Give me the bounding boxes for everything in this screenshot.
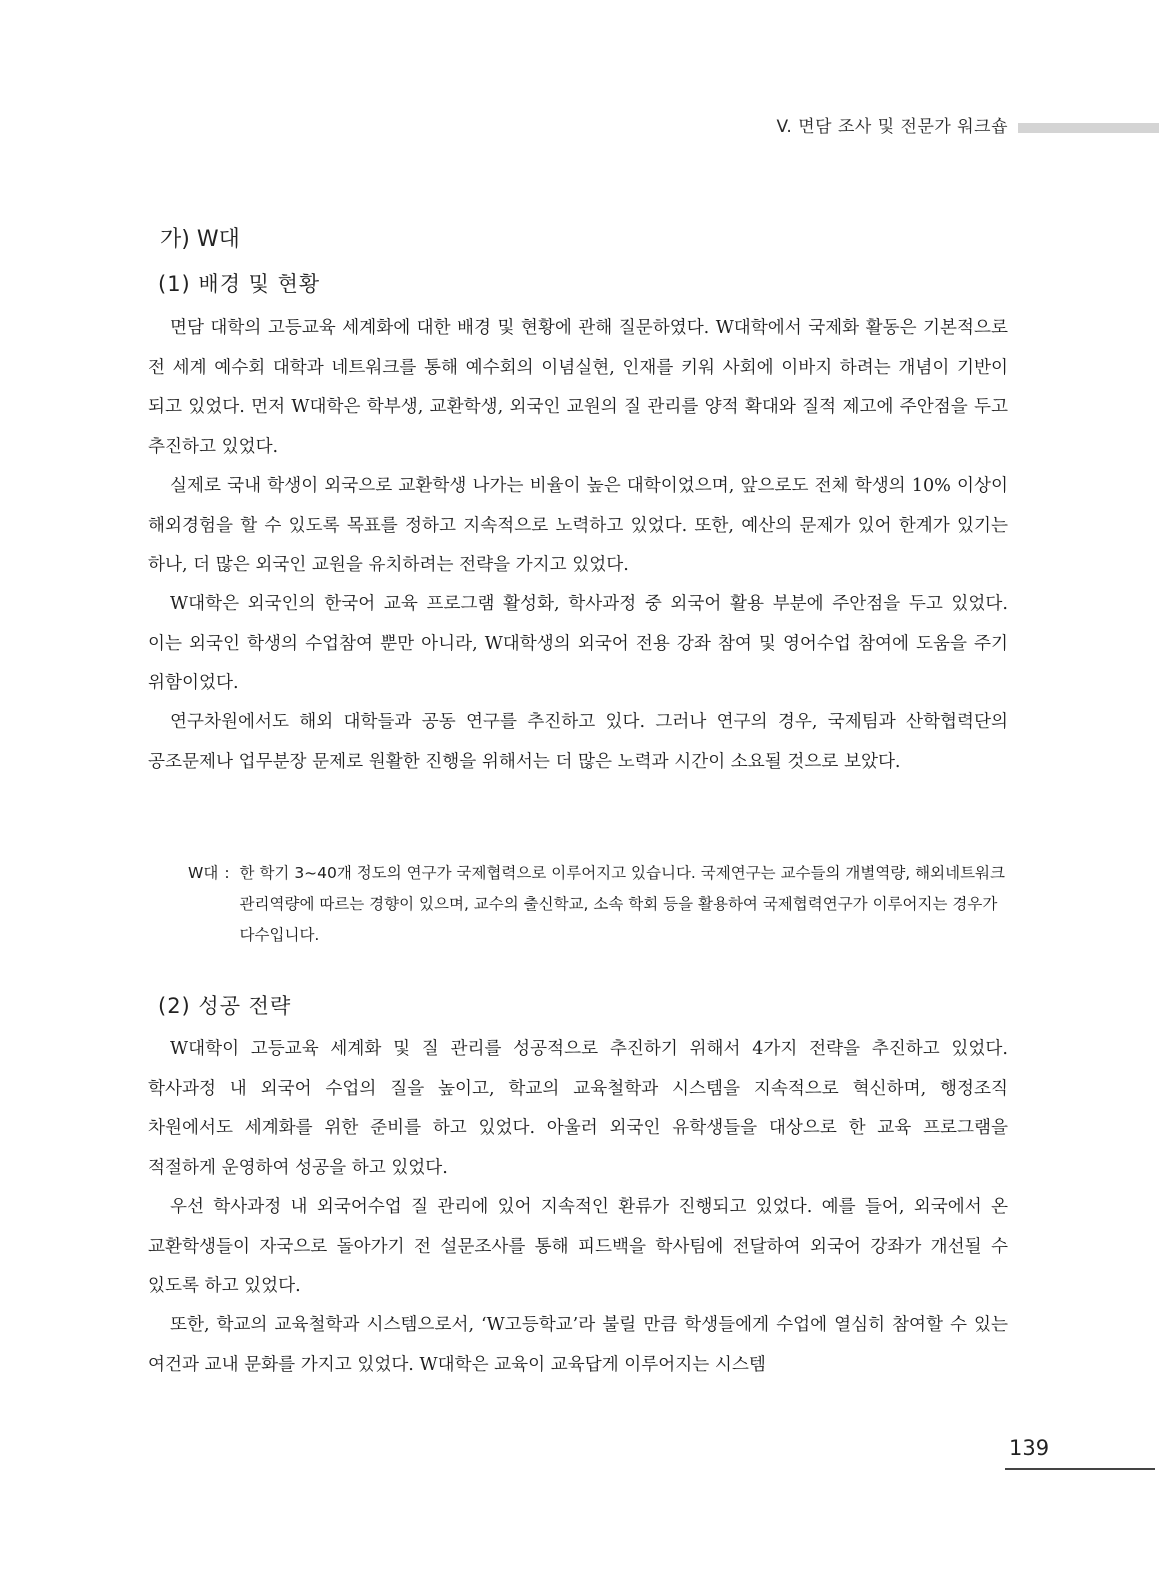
quote-speaker: W대 bbox=[188, 864, 219, 882]
paragraph-background-1: 면담 대학의 고등교육 세계화에 대한 배경 및 현황에 관해 질문하였다. W대학에서 국제화 활동은 기본적으로 전 세계 예수회 대학과 네트워크를 통해 예수회의 이념실현, 인재를 키워 사회에 이바지 하려는 개념이 기반이 되고 있었다. 먼저 W대학은 학부생, 교환학생, 외국인 교원의 질 관리를 양적 확대와 질적 제고에 주안점을 두고 추진하고 있었다. bbox=[148, 318, 1008, 457]
subsection-title-background: (1) 배경 및 현황 bbox=[158, 272, 321, 296]
paragraph-strategy-2: 우선 학사과정 내 외국어수업 질 관리에 있어 지속적인 환류가 진행되고 있었다. 예를 들어, 외국에서 온 교환학생들이 자국으로 돌아가기 전 설문조사를 통해 피드백을 학사팀에 전달하여 외국어 강좌가 개선될 수 있도록 하고 있었다. bbox=[148, 1197, 1008, 1296]
section-title: 가) W대 bbox=[160, 227, 240, 252]
paragraph-background-4: 연구차원에서도 해외 대학들과 공동 연구를 추진하고 있다. 그러나 연구의 경우, 국제팀과 산학협력단의 공조문제나 업무분장 문제로 원활한 진행을 위해서는 더 많은 노력과 시간이 소요될 것으로 보았다. bbox=[148, 712, 1008, 772]
quote-text: 한 학기 3~40개 정도의 연구가 국제협력으로 이루어지고 있습니다. 국제연구는 교수들의 개별역량, 해외네트워크 관리역량에 따르는 경향이 있으며, 교수의 출신학교, 소속 학회 등을 활용하여 국제협력연구가 이루어지는 경우가 다수입니다. bbox=[239, 864, 1005, 944]
paragraph-background-3: W대학은 외국인의 한국어 교육 프로그램 활성화, 학사과정 중 외국어 활용 부분에 주안점을 두고 있었다. 이는 외국인 학생의 수업참여 뿐만 아니라, W대학생의 외국어 전용 강좌 참여 및 영어수업 참여에 도움을 주기 위함이었다. bbox=[148, 594, 1008, 693]
footer-rule bbox=[1005, 1468, 1155, 1470]
header-decoration-bar bbox=[1018, 123, 1159, 133]
quote-colon: : bbox=[224, 864, 230, 882]
paragraph-background-2: 실제로 국내 학생이 외국으로 교환학생 나가는 비율이 높은 대학이었으며, 앞으로도 전체 학생의 10% 이상이 해외경험을 할 수 있도록 목표를 정하고 지속적으로 노력하고 있었다. 또한, 예산의 문제가 있어 한계가 있기는 하나, 더 많은 외국인 교원을 유치하려는 전략을 가지고 있었다. bbox=[148, 476, 1008, 575]
running-header: V. 면담 조사 및 전문가 워크숍 bbox=[776, 117, 1008, 137]
interview-quote bbox=[188, 858, 1008, 951]
page-number: 139 bbox=[1009, 1436, 1050, 1460]
paragraph-strategy-3: 또한, 학교의 교육철학과 시스템으로서, ‘W고등학교’라 불릴 만큼 학생들에게 수업에 열심히 참여할 수 있는 여건과 교내 문화를 가지고 있었다. W대학은 교육이 교육답게 이루어지는 시스템 bbox=[148, 1315, 1008, 1375]
subsection-title-strategy: (2) 성공 전략 bbox=[158, 994, 292, 1018]
paragraph-strategy-1: W대학이 고등교육 세계화 및 질 관리를 성공적으로 추진하기 위해서 4가지 전략을 추진하고 있었다. 학사과정 내 외국어 수업의 질을 높이고, 학교의 교육철학과 시스템을 지속적으로 혁신하며, 행정조직 차원에서도 세계화를 위한 준비를 하고 있었다. 아울러 외국인 유학생들을 대상으로 한 교육 프로그램을 적절하게 운영하여 성공을 하고 있었다. bbox=[148, 1039, 1008, 1178]
